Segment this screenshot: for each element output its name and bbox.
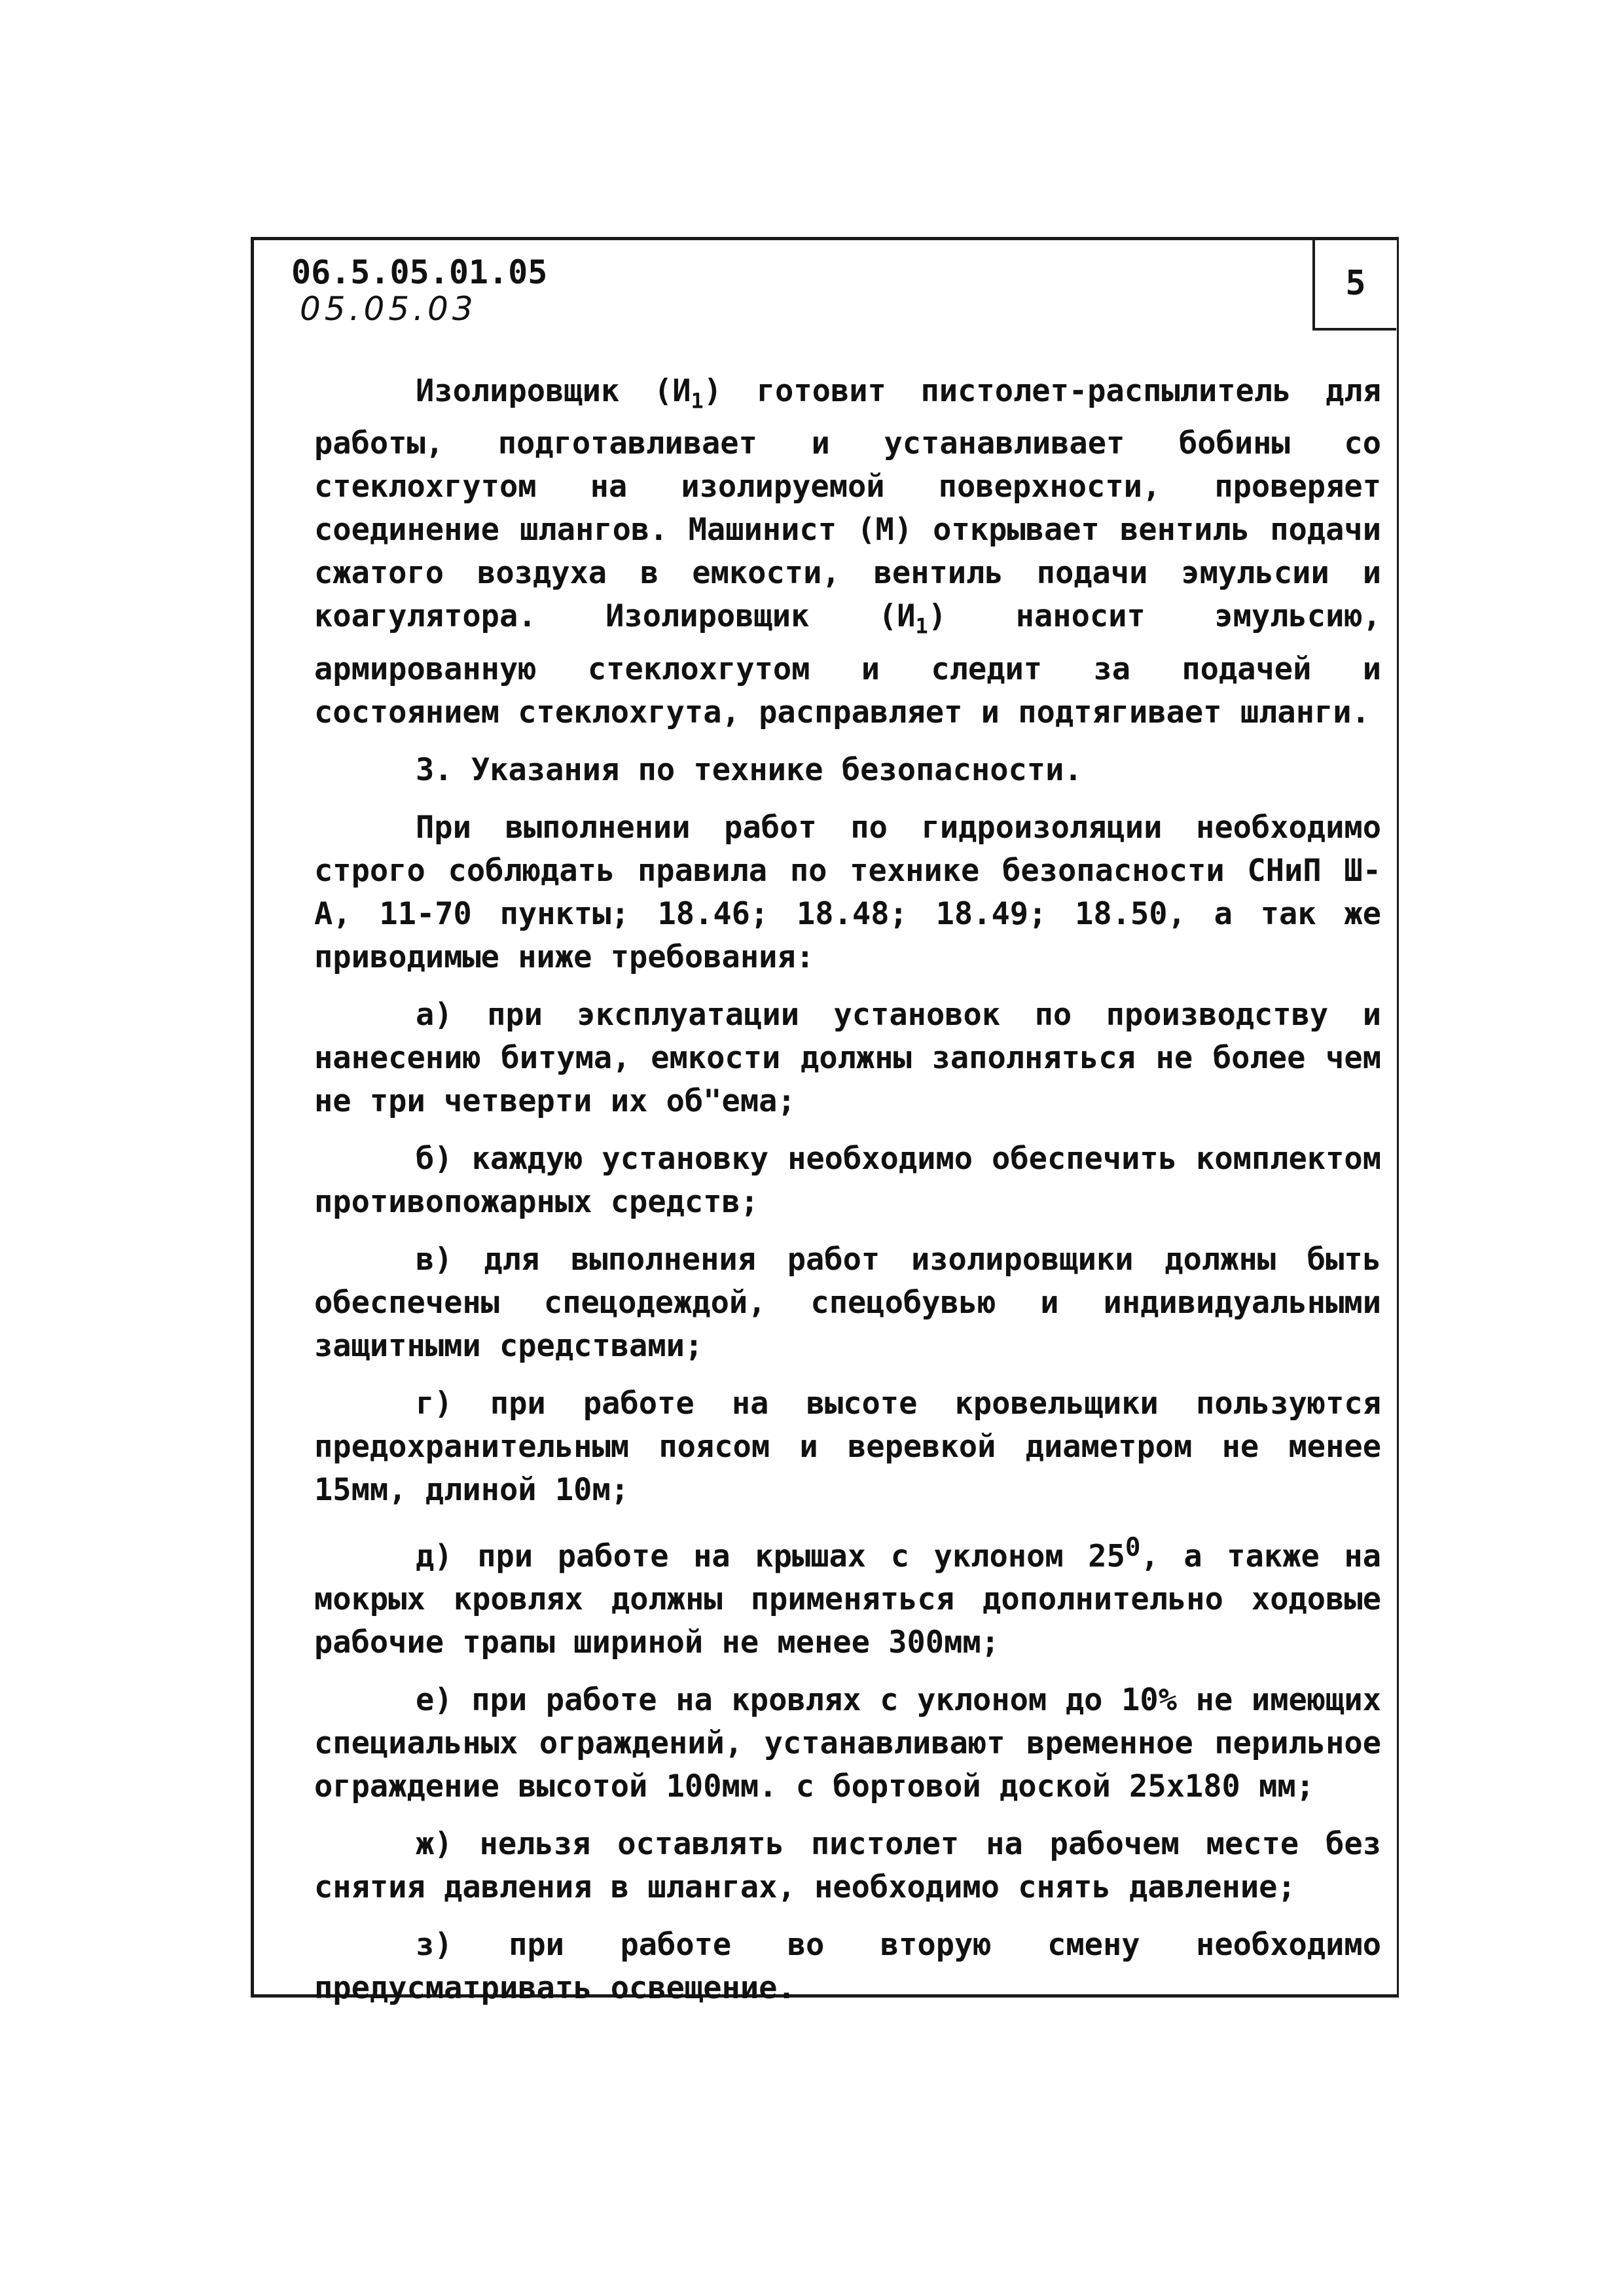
list-item-v: в) для выполнения работ изолировщики должны быть обеспечены спецодеждой, спецобувью и индивидуальными защитными средствами; xyxy=(314,1241,1381,1364)
list-item-z: з) при работе во вторую смену необходимо предусматривать освещение. xyxy=(314,1927,1381,2007)
paragraph-requirements: При выполнении работ по гидроизоляции необходимо строго соблюдать правила по технике безопасности СНиП Ш-А, 11-70 пункты; 18.46; 18.48; 18.49; 18.50, а так же приводимые ниже требования: xyxy=(314,809,1381,975)
text-run: , а также на мокрых кровлях должны применяться дополнительно ходовые рабочие трапы шириной не менее 300мм; xyxy=(314,1538,1381,1661)
text-run: Изолировщик (И xyxy=(416,373,691,409)
text-run: ) готовит пистолет-распылитель для работы, подготавливает и устанавливает бобины со стеклохгутом на изолируемой поверхности, проверяет соединение шлангов. Машинист (М) открывает вентиль подачи сжатого воздуха в емкости, вентиль подачи эмульсии и коагулятора. Изолировщик (И xyxy=(314,373,1381,635)
list-item-b: б) каждую установку необходимо обеспечить комплектом противопожарных средств; xyxy=(314,1140,1381,1220)
list-item-d xyxy=(314,1526,1381,1665)
section-heading: 3. Указания по технике безопасности. xyxy=(416,751,1083,788)
page-number: 5 xyxy=(1312,239,1396,331)
list-item-a: а) при эксплуатации установок по производству и нанесению битума, емкости должны заполняться не более чем не три четверти их об"ема; xyxy=(314,996,1381,1119)
superscript: 0 xyxy=(1125,1532,1141,1562)
handwritten-code: 05.05.03 xyxy=(300,290,477,328)
document-code: 06.5.05.01.05 xyxy=(291,253,548,291)
list-item-g: г) при работе на высоте кровельщики пользуются предохранительным поясом и веревкой диаметром не менее 15мм, длиной 10м; xyxy=(314,1385,1381,1508)
text-run: ) наносит эмульсию, армированную стеклохгутом и следит за подачей и состоянием стеклохгута, расправляет и подтягивает шланги. xyxy=(314,598,1381,730)
paragraph-intro xyxy=(314,370,1381,734)
text-run: д) при работе на крышах с уклоном 25 xyxy=(416,1538,1125,1575)
list-item-e: е) при работе на кровлях с уклоном до 10% не имеющих специальных ограждений, устанавливают временное перильное ограждение высотой 100мм. с бортовой доской 25x180 мм; xyxy=(314,1682,1381,1805)
list-item-zh: ж) нельзя оставлять пистолет на рабочем месте без снятия давления в шлангах, необходимо снять давление; xyxy=(314,1826,1381,1906)
document-body xyxy=(314,370,1381,2024)
subscript: 1 xyxy=(691,388,704,414)
subscript: 1 xyxy=(915,613,928,639)
